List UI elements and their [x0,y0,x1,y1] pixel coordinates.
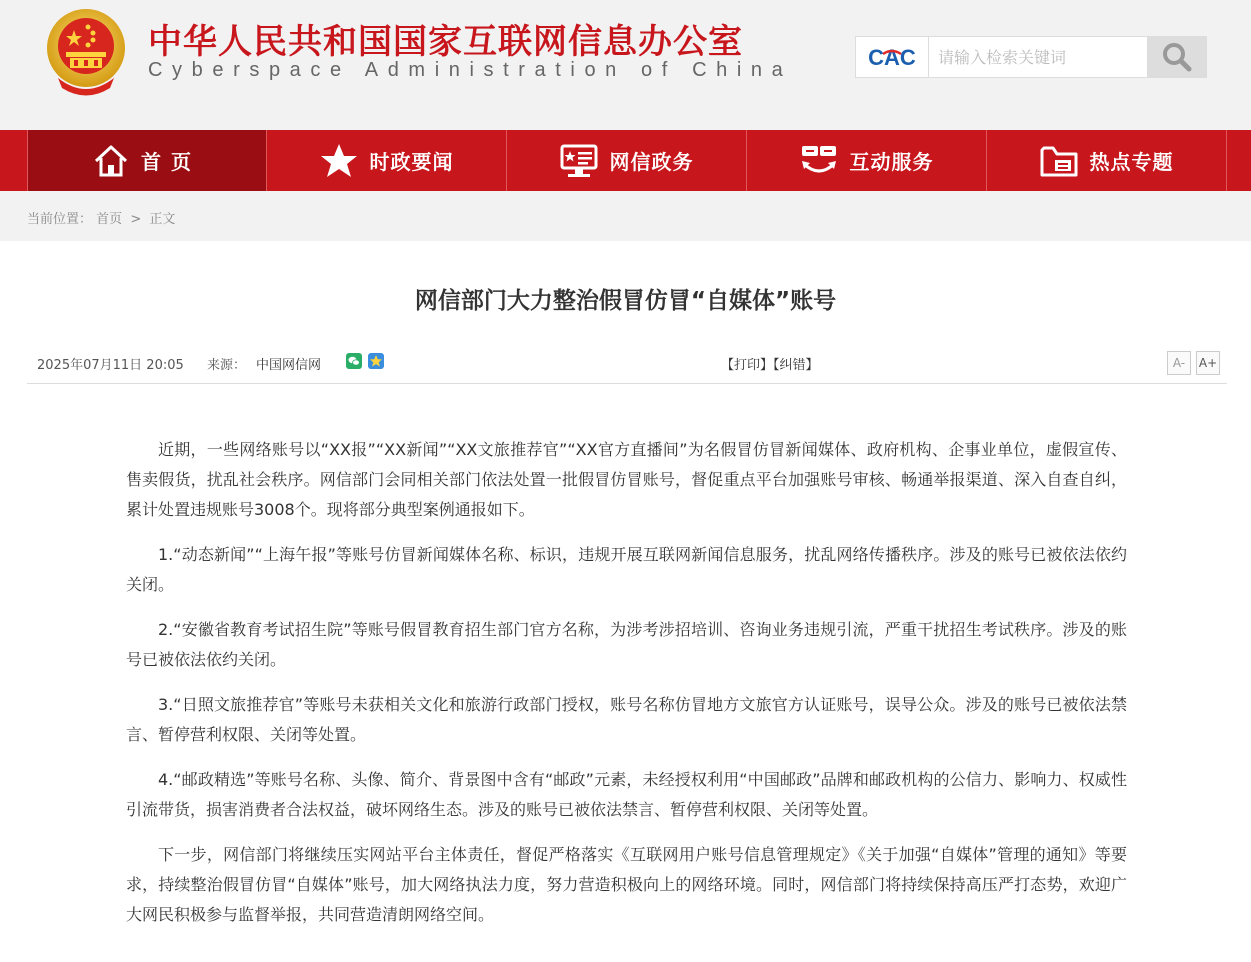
breadcrumb-current: 正文 [149,212,176,227]
breadcrumb-prefix: 当前位置： [27,212,93,227]
qzone-share-icon[interactable] [368,353,384,369]
nav-item-home[interactable] [27,130,267,191]
article-paragraph: 下一步，网信部门将继续压实网站平台主体责任，督促严格落实《互联网用户账号信息管理规定》《关于加强“自媒体”管理的通知》等要求，持续整治假冒仿冒“自媒体”账号，加大网络执法力度，努力营造积极向上的网络环境。同时，网信部门将持续保持高压严打态势，欢迎广大网民积极参与监督举报，共同营造清朗网络空间。 [126,845,1127,924]
search-input[interactable] [930,37,1146,77]
main-nav [0,130,1251,191]
nav-item-news[interactable] [267,130,507,191]
article-paragraph: 1.“动态新闻”“上海午报”等账号仿冒新闻媒体名称、标识，违规开展互联网新闻信息服务，扰乱网络传播秩序。涉及的账号已被依法依约关闭。 [126,545,1127,594]
nav-label-news: 时政要闻 [369,150,454,174]
article-meta [27,350,1227,384]
national-emblem-icon[interactable] [44,8,128,96]
cac-logo-icon [856,37,929,77]
nav-item-interaction[interactable] [747,130,987,191]
breadcrumb-bar [0,191,1251,241]
nav-label-affairs: 网信政务 [609,150,694,174]
article-paragraph: 4.“邮政精选”等账号名称、头像、简介、背景图中含有“邮政”元素，未经授权利用“中国邮政”品牌和邮政机构的公信力、影响力、权威性引流带货，损害消费者合法权益，破坏网络生态。涉及的账号已被依法禁言、暂停营利权限、关闭等处置。 [126,770,1127,819]
article-paragraph: 近期，一些网络账号以“XX报”“XX新闻”“XX文旅推荐官”“XX官方直播间”为名假冒仿冒新闻媒体、政府机构、企事业单位，虚假宣传、售卖假货，扰乱社会秩序。网信部门会同相关部门依法处置一批假冒仿冒账号，督促重点平台加强账号审核、畅通举报渠道、深入自查自纠，累计处置违规账号3008个。现将部分典型案例通报如下。 [126,440,1127,519]
article-date: 2025年07月11日 20:05 [37,358,184,373]
site-subtitle: Cyberspace Administration of China [148,59,793,81]
chat-icon [800,144,838,178]
article-tools [721,354,819,373]
nav-label-home: 首页 [141,150,201,174]
nav-item-topics[interactable] [987,130,1227,191]
breadcrumb-separator: > [130,212,142,227]
font-increase-button[interactable]: A+ [1196,351,1220,375]
site-title[interactable]: 中华人民共和国国家互联网信息办公室 [148,22,743,62]
wechat-share-icon[interactable] [346,353,362,369]
nav-label-topics: 热点专题 [1089,150,1174,174]
nav-item-affairs[interactable] [507,130,747,191]
source-label: 来源： [207,358,247,373]
breadcrumb-home-link[interactable]: 首页 [96,212,123,227]
article-title: 网信部门大力整治假冒仿冒“自媒体”账号 [414,288,837,314]
svg-text:CAC: CAC [868,45,916,69]
search-box [855,36,1207,78]
source-name: 中国网信网 [256,358,322,373]
font-decrease-button[interactable]: A- [1167,351,1191,375]
article-paragraph: 2.“安徽省教育考试招生院”等账号假冒教育招生部门官方名称，为涉考涉招培训、咨询业务违规引流，严重干扰招生考试秩序。涉及的账号已被依法依约关闭。 [126,620,1127,669]
print-link[interactable]: 【打印】 [721,358,774,373]
magnifier-icon [1161,41,1193,73]
home-icon [93,144,129,178]
star-icon [320,143,358,179]
monitor-icon [560,144,598,178]
folder-icon [1040,144,1078,178]
correct-link[interactable]: 【纠错】 [773,358,819,373]
site-header [0,0,1251,130]
search-button[interactable] [1147,37,1207,77]
article-body [126,435,1127,945]
article-paragraph: 3.“日照文旅推荐官”等账号未获相关文化和旅游行政部门授权，账号名称仿冒地方文旅官方认证账号，误导公众。涉及的账号已被依法禁言、暂停营利权限、关闭等处置。 [126,695,1127,744]
nav-label-interaction: 互动服务 [849,150,934,174]
breadcrumb [27,208,175,227]
